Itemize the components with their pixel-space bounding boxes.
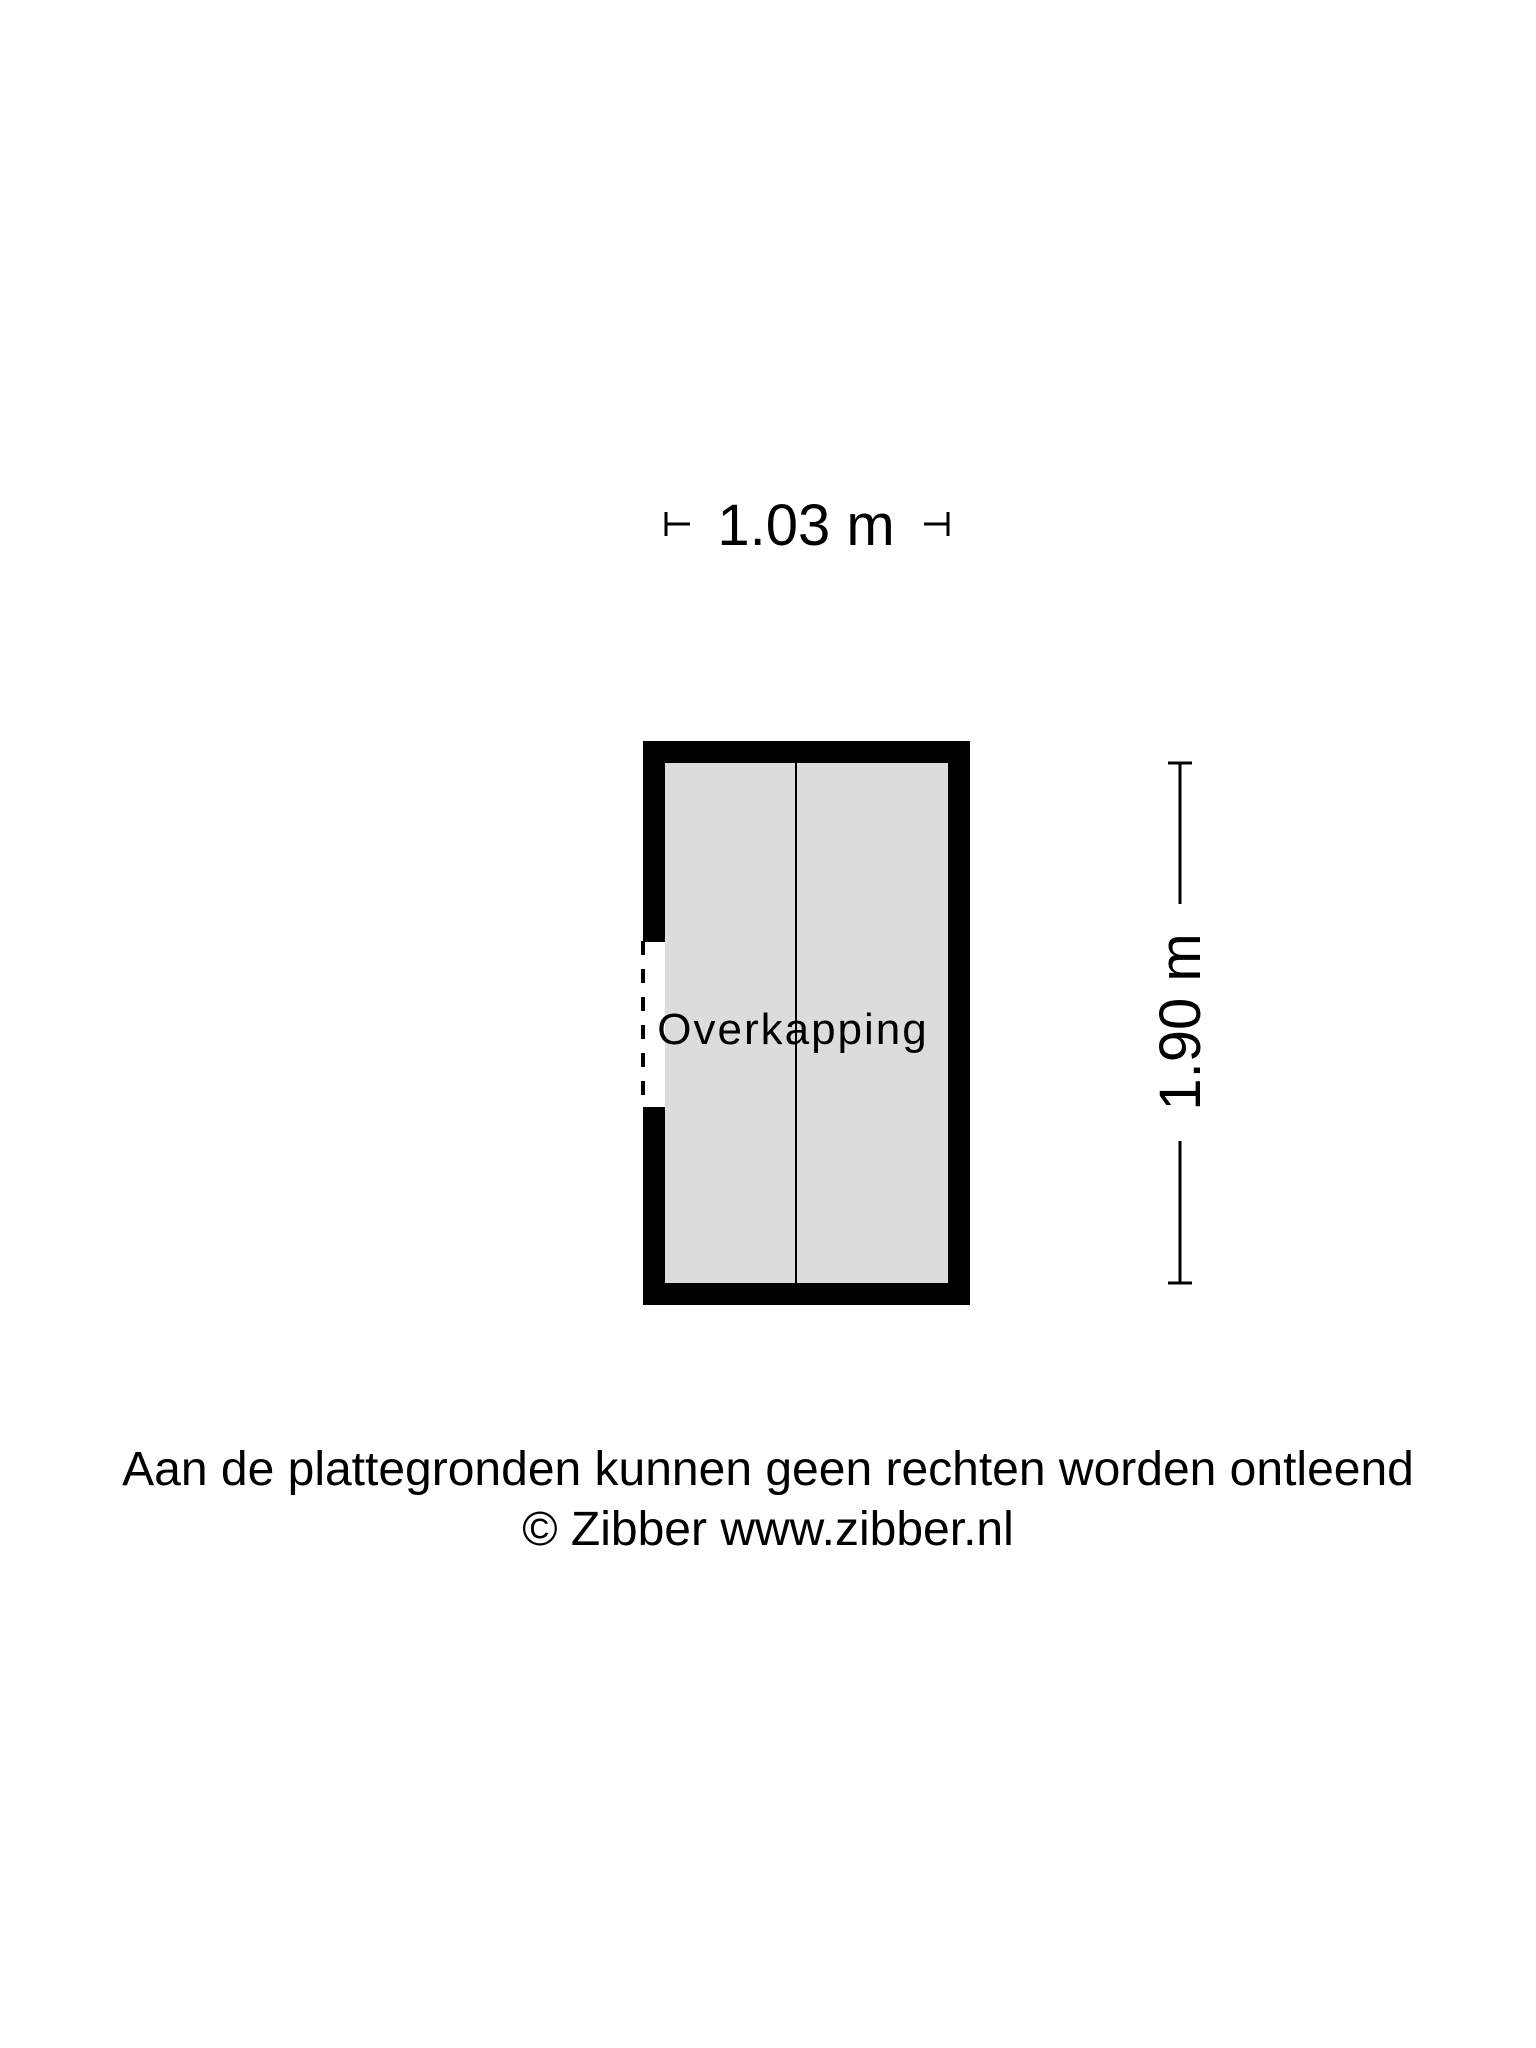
height-dimension <box>1148 763 1213 1283</box>
wall-bottom <box>643 1283 970 1305</box>
disclaimer-text: Aan de plattegronden kunnen geen rechten worden ontleend <box>122 1443 1414 1496</box>
width-dimension-label: 1.03 m <box>717 493 895 558</box>
wall-left-upper <box>643 741 665 941</box>
copyright-text: © Zibber www.zibber.nl <box>522 1503 1014 1556</box>
wall-right <box>948 741 970 1305</box>
width-dimension <box>666 493 948 558</box>
height-dimension-label: 1.90 m <box>1148 933 1213 1111</box>
wall-top <box>643 741 970 763</box>
wall-left-lower <box>643 1108 665 1305</box>
room-overkapping <box>643 741 970 1305</box>
room-label: Overkapping <box>657 1005 929 1054</box>
